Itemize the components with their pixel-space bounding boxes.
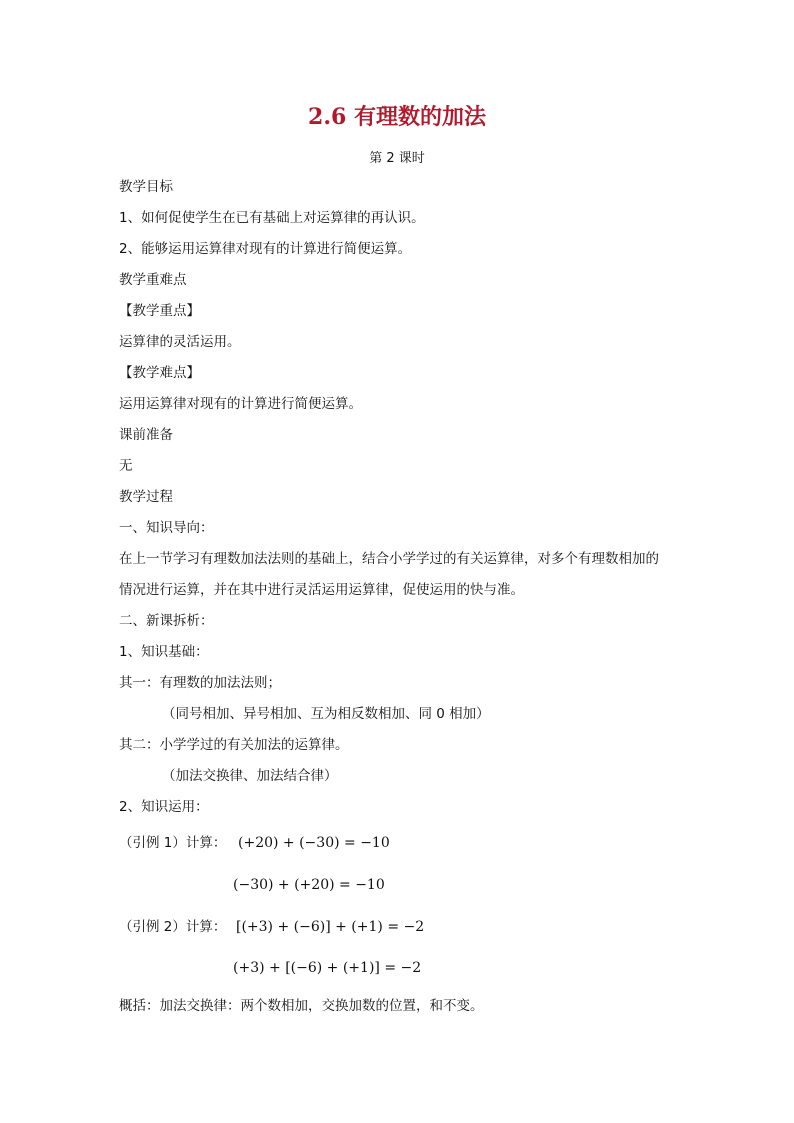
example-1-equation-1: (+20) + (−30) = −10 (238, 835, 390, 851)
basis-item-2: 其二：小学学过的有关加法的运算律。 (119, 737, 349, 753)
knowledge-basis-heading: 1、知识基础： (119, 644, 209, 660)
basis-item-2-detail: （加法交换律、加法结合律） (162, 768, 338, 784)
basis-item-1-detail: （同号相加、异号相加、互为相反数相加、同 0 相加） (162, 706, 490, 722)
difficulty-text: 运用运算律对现有的计算进行简便运算。 (119, 396, 362, 412)
subheading-difficulty: 【教学难点】 (119, 365, 200, 381)
example-2-label: （引例 2）计算： (119, 919, 227, 935)
example-1-equation-2: (−30) + (+20) = −10 (233, 877, 385, 893)
lesson-subtitle: 第 2 课时 (369, 151, 425, 166)
example-1-label: （引例 1）计算： (119, 835, 227, 851)
knowledge-application-heading: 2、知识运用： (119, 799, 209, 815)
objective-1: 1、如何促使学生在已有基础上对运算律的再认识。 (119, 210, 425, 226)
subheading-key-point: 【教学重点】 (119, 303, 200, 319)
objective-2: 2、能够运用运算律对现有的计算进行简便运算。 (119, 241, 412, 257)
section-heading-preparation: 课前准备 (119, 427, 173, 443)
paragraph-line-2: 情况进行运算，并在其中进行灵活运用运算律，促使运用的快与准。 (119, 582, 524, 598)
preparation-text: 无 (119, 458, 133, 474)
section-heading-objectives: 教学目标 (119, 179, 173, 195)
section-heading-key-points: 教学重难点 (119, 272, 187, 288)
basis-item-1: 其一：有理数的加法法则； (119, 675, 281, 691)
example-2-equation-2: (+3) + [(−6) + (+1)] = −2 (233, 960, 422, 976)
page-title: 2.6 有理数的加法 (308, 104, 486, 130)
example-2-equation-1: [(+3) + (−6)] + (+1) = −2 (236, 919, 425, 935)
paragraph-line-1: 在上一节学习有理数加法法则的基础上，结合小学学过的有关运算律，对多个有理数相加的 (119, 551, 659, 567)
part-2-heading: 二、新课拆析： (119, 613, 214, 629)
key-point-text: 运算律的灵活运用。 (119, 334, 241, 350)
part-1-heading: 一、知识导向： (119, 520, 214, 536)
section-heading-process: 教学过程 (119, 489, 173, 505)
summary-text: 概括：加法交换律：两个数相加，交换加数的位置，和不变。 (119, 998, 484, 1014)
